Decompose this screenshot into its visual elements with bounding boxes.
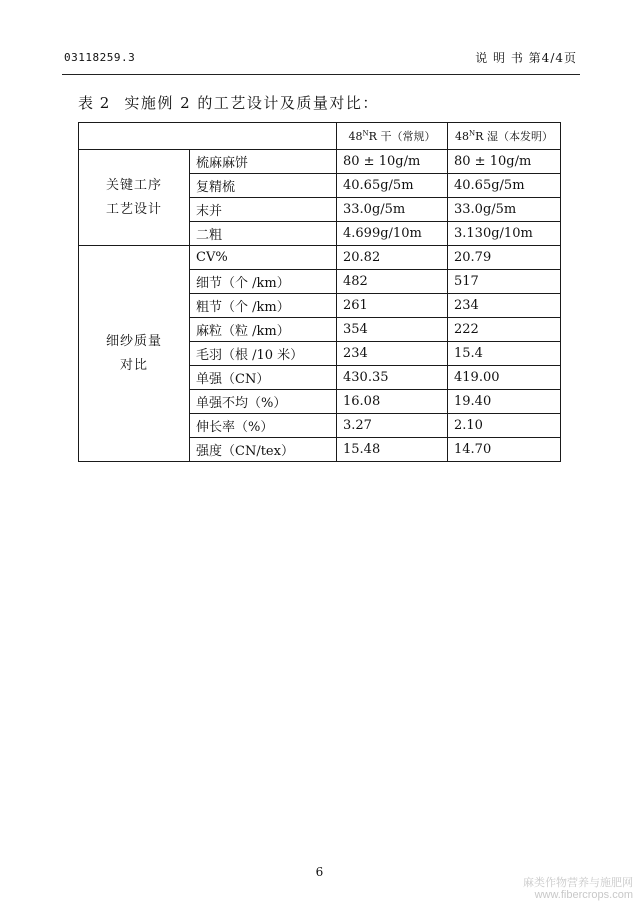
table-title: 实施例 2 的工艺设计及质量对比： [124, 94, 379, 112]
row-label: 伸长率（%） [190, 414, 337, 438]
value-conventional: 234 [337, 342, 448, 366]
site-watermark [523, 877, 633, 901]
column-header-invention: $48^NR$ 湿（本发明） [448, 123, 561, 150]
value-invention: 419.00 [448, 366, 561, 390]
row-label: CV% [190, 246, 337, 270]
table-caption [78, 92, 379, 113]
value-conventional: 261 [337, 294, 448, 318]
row-label: 细节（个 /km） [190, 270, 337, 294]
table-row [79, 150, 561, 174]
row-label: 麻粒（粒 /km） [190, 318, 337, 342]
value-invention: 80 ± 10g/m [448, 150, 561, 174]
table-header-row [79, 123, 561, 150]
value-invention: 234 [448, 294, 561, 318]
value-invention: 517 [448, 270, 561, 294]
value-conventional: 80 ± 10g/m [337, 150, 448, 174]
page-number: 6 [315, 865, 324, 879]
column-header-conventional: $48^NR$ 干（常规） [337, 123, 448, 150]
value-invention: 33.0g/5m [448, 198, 561, 222]
value-invention: 15.4 [448, 342, 561, 366]
value-invention: 19.40 [448, 390, 561, 414]
table-label: 表 2 [78, 94, 111, 112]
group-label-yarn-quality: 细纱质量 对比 [79, 246, 190, 462]
header-divider [62, 74, 580, 75]
row-label: 单强（CN） [190, 366, 337, 390]
row-label: 二粗 [190, 222, 337, 246]
row-label: 粗节（个 /km） [190, 294, 337, 318]
value-invention: 20.79 [448, 246, 561, 270]
value-conventional: 430.35 [337, 366, 448, 390]
watermark-url: www.fibercrops.com [534, 889, 633, 901]
row-label: 复精梳 [190, 174, 337, 198]
row-label: 毛羽（根 /10 米） [190, 342, 337, 366]
page-header-right: 说 明 书 第4/4页 [475, 51, 577, 65]
patent-number: 03118259.3 [64, 51, 136, 64]
row-label: 单强不均（%） [190, 390, 337, 414]
value-conventional: 40.65g/5m [337, 174, 448, 198]
value-conventional: 33.0g/5m [337, 198, 448, 222]
value-conventional: 354 [337, 318, 448, 342]
group-label-process-design: 关键工序 工艺设计 [79, 150, 190, 246]
value-conventional: 20.82 [337, 246, 448, 270]
watermark-title: 麻类作物营养与施肥网 [523, 877, 633, 889]
header-empty-cell [79, 123, 337, 150]
value-invention: 222 [448, 318, 561, 342]
value-invention: 14.70 [448, 438, 561, 462]
value-invention: 40.65g/5m [448, 174, 561, 198]
row-label: 梳麻麻饼 [190, 150, 337, 174]
row-label: 强度（CN/tex） [190, 438, 337, 462]
row-label: 末并 [190, 198, 337, 222]
value-conventional: 3.27 [337, 414, 448, 438]
value-invention: 2.10 [448, 414, 561, 438]
value-invention: 3.130g/10m [448, 222, 561, 246]
table-row [79, 246, 561, 270]
process-comparison-table [78, 122, 561, 462]
value-conventional: 4.699g/10m [337, 222, 448, 246]
value-conventional: 16.08 [337, 390, 448, 414]
value-conventional: 482 [337, 270, 448, 294]
value-conventional: 15.48 [337, 438, 448, 462]
